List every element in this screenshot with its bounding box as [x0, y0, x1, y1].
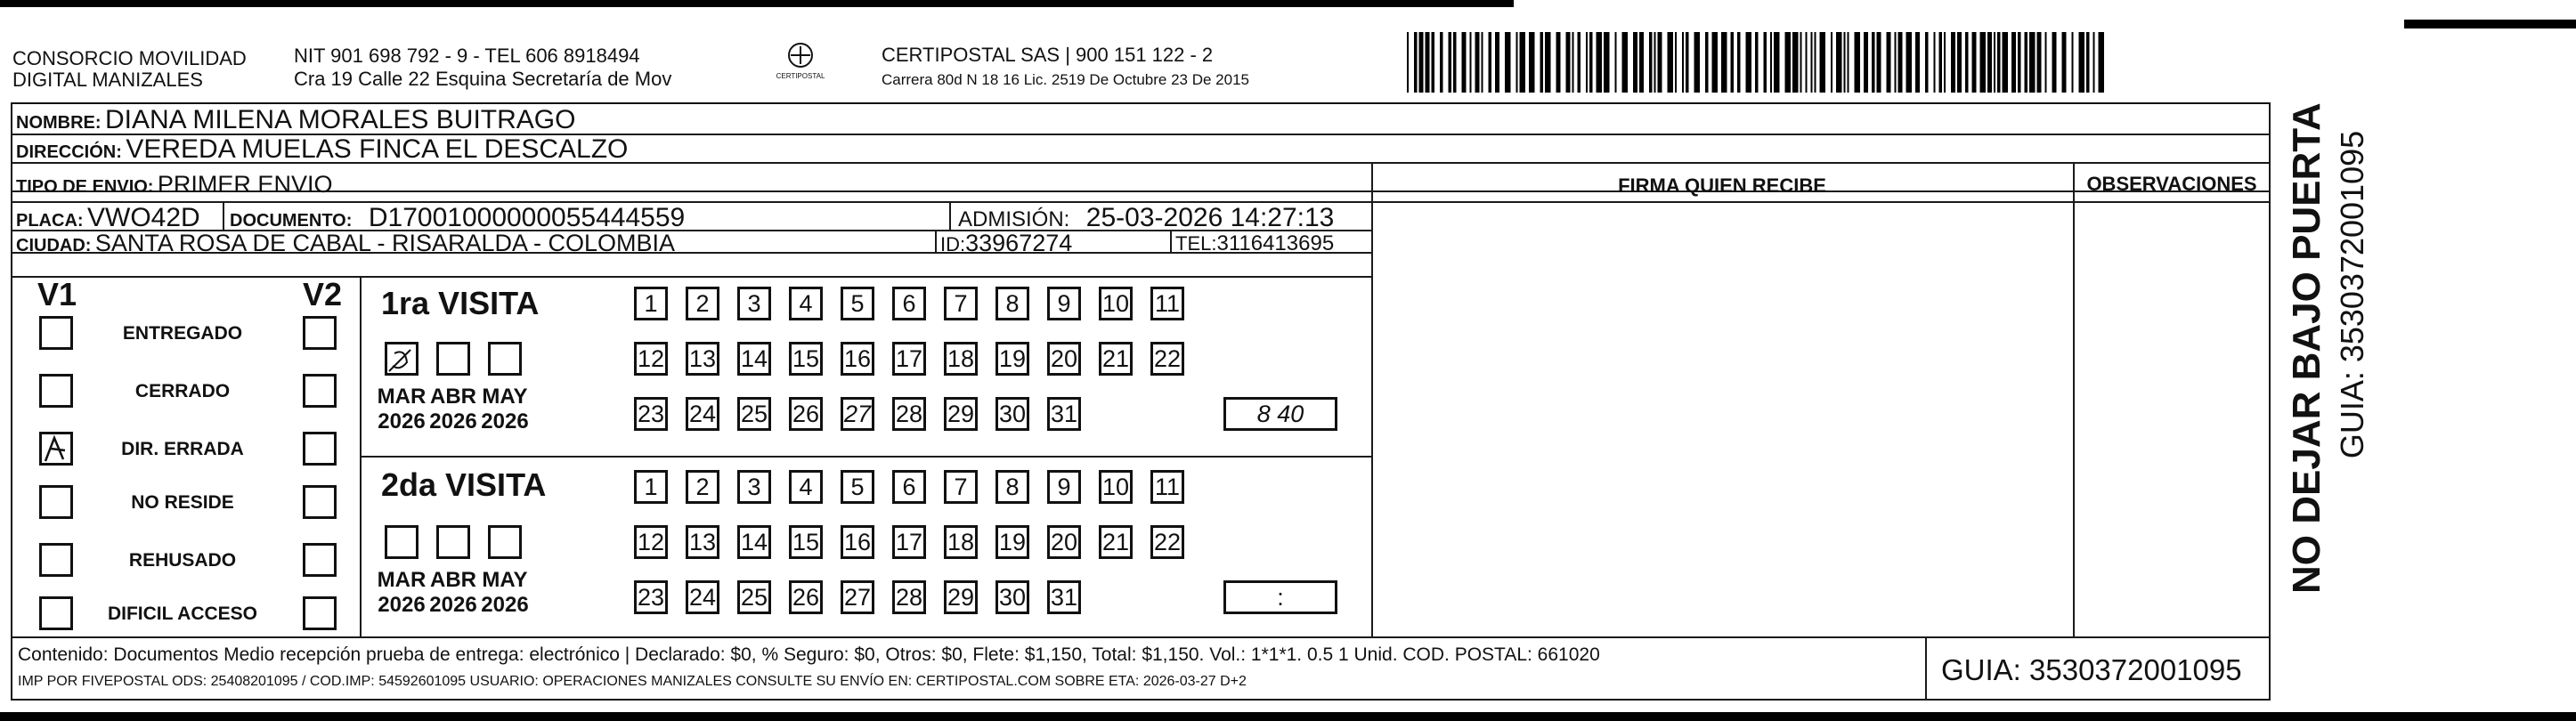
day-box[interactable]: 23 [634, 580, 668, 614]
barcode-bar [1898, 32, 1903, 93]
contenido-text: Contenido: Documentos Medio recepción prueba de entrega: electrónico | Declarado: $0, % Seguro: $0, Otros: $0, Flete: $1,150, Total: $1,150. Vol.: 1*1*1. 0.5 1 Unid. COD. POSTAL: 661020 [18, 644, 1600, 665]
barcode-bar [1654, 32, 1656, 93]
day-box[interactable]: 5 [841, 470, 874, 504]
barcode-bar [1578, 32, 1581, 93]
barcode-bar [1470, 32, 1472, 93]
barcode-bar [1836, 32, 1842, 93]
barcode-bar [1540, 32, 1544, 93]
month-checkbox[interactable] [436, 342, 470, 376]
barcode-bar [1529, 32, 1535, 93]
status-label: DIR. ERRADA [121, 439, 244, 459]
barcode-bar [2025, 32, 2028, 93]
status-label: DIFICIL ACCESO [107, 604, 257, 624]
barcode-bar [1597, 32, 1603, 93]
barcode-bar [1489, 32, 1492, 93]
barcode-bar [1925, 32, 1929, 93]
barcode-bar [1675, 32, 1677, 93]
barcode-bar [1848, 32, 1849, 93]
barcode-bar [1957, 32, 1962, 93]
v1-label: V1 [37, 276, 77, 312]
barcode-bar [1755, 32, 1759, 93]
day-box[interactable]: 19 [995, 525, 1029, 559]
barcode-bar [2018, 32, 2021, 93]
barcode-bar [1545, 32, 1551, 93]
day-box[interactable]: 13 [686, 525, 719, 559]
barcode-bar [1712, 32, 1719, 93]
day-box[interactable]: 31 [1047, 580, 1081, 614]
day-box[interactable]: 27 [841, 580, 874, 614]
day-box[interactable]: 4 [789, 287, 823, 320]
barcode [1407, 32, 2110, 93]
observations-area[interactable] [2075, 203, 2267, 635]
side-guia: GUIA: 3530372001095 [2334, 130, 2370, 459]
frame-top [11, 102, 2271, 104]
month-checkbox[interactable] [488, 525, 522, 559]
day-box[interactable]: 28 [892, 580, 926, 614]
v1-checkbox[interactable] [39, 485, 73, 519]
signature-area[interactable] [1373, 203, 2071, 635]
barcode-bar [1705, 32, 1709, 93]
day-box[interactable]: 25 [737, 397, 771, 431]
day-box[interactable]: 25 [737, 580, 771, 614]
day-box[interactable]: 28 [892, 397, 926, 431]
barcode-bar [2072, 32, 2074, 93]
barcode-bar [1505, 32, 1511, 93]
v2-label: V2 [303, 276, 343, 312]
day-box[interactable]: 12 [634, 525, 668, 559]
barcode-bar [1806, 32, 1808, 93]
barcode-bar [1520, 32, 1526, 93]
company-info: NIT 901 698 792 - 9 - TEL 606 8918494 Cra 19 Calle 22 Esquina Secretaría de Mov [294, 45, 672, 90]
day-box[interactable]: 9 [1047, 470, 1081, 504]
barcode-bar [1649, 32, 1653, 93]
barcode-bar [1586, 32, 1588, 93]
scan-edge-bottom [0, 712, 2576, 721]
barcode-bar [1792, 32, 1799, 93]
barcode-bar [1589, 32, 1593, 93]
barcode-bar [1449, 32, 1452, 93]
barcode-bar [1811, 32, 1813, 93]
day-box[interactable]: 29 [944, 397, 978, 431]
barcode-bar [1800, 32, 1802, 93]
barcode-bar [1855, 32, 1861, 93]
barcode-bar [1556, 32, 1561, 93]
barcode-bar [1453, 32, 1457, 93]
barcode-bar [1939, 32, 1943, 93]
barcode-bar [1994, 32, 1995, 93]
day-box[interactable]: 21 [1099, 525, 1133, 559]
barcode-bar [2062, 32, 2067, 93]
day-box[interactable]: 11 [1150, 287, 1184, 320]
id-field: ID:33967274 [940, 230, 1073, 256]
carrier-info: CERTIPOSTAL SAS | 900 151 122 - 2 Carrera 80d N 18 16 Lic. 2519 De Octubre 23 De 2015 [882, 44, 1249, 88]
barcode-bar [1622, 32, 1629, 93]
company-name: CONSORCIO MOVILIDAD DIGITAL MANIZALES [12, 47, 247, 91]
barcode-bar [2086, 32, 2090, 93]
day-box[interactable]: 26 [789, 397, 823, 431]
barcode-bar [1633, 32, 1637, 93]
day-box[interactable]: 6 [892, 287, 926, 320]
tel-field: TEL:3116413695 [1175, 231, 1335, 255]
day-box[interactable]: 20 [1047, 342, 1081, 376]
barcode-bar [2052, 32, 2057, 93]
day-box[interactable]: 22 [1150, 525, 1184, 559]
day-box[interactable]: 2 [686, 470, 719, 504]
barcode-bar [1516, 32, 1518, 93]
barcode-bar [2003, 32, 2009, 93]
barcode-bar [1482, 32, 1483, 93]
day-box[interactable]: 3 [737, 470, 771, 504]
day-box[interactable]: 5 [841, 287, 874, 320]
day-box[interactable]: 10 [1099, 470, 1133, 504]
v1-checkbox[interactable] [39, 316, 73, 350]
barcode-bar [1951, 32, 1955, 93]
v1-checkbox[interactable] [39, 374, 73, 408]
barcode-bar [1770, 32, 1772, 93]
status-label: REHUSADO [128, 550, 237, 571]
day-box[interactable]: 18 [944, 525, 978, 559]
barcode-bar [1877, 32, 1881, 93]
day-box[interactable]: 20 [1047, 525, 1081, 559]
second-visit-title: 2da VISITA [381, 466, 547, 503]
direccion-row: DIRECCIÓN: VEREDA MUELAS FINCA EL DESCALZO [16, 134, 629, 164]
barcode-bar [1980, 32, 1987, 93]
barcode-bar [1414, 32, 1418, 93]
barcode-bar [1566, 32, 1571, 93]
day-box[interactable]: 24 [686, 580, 719, 614]
day-box[interactable]: 15 [789, 342, 823, 376]
day-box[interactable]: 12 [634, 342, 668, 376]
month-label: MAY 2026 [481, 568, 529, 617]
imp-text: IMP POR FIVEPOSTAL ODS: 25408201095 / COD.IMP: 54592601095 USUARIO: OPERACIONES MANIZALES CONSULTE SU ENVÍO EN: CERTIPOSTAL.COM SOBRE ETA: 2026-03-27 D+2 [18, 674, 1247, 689]
barcode-bar [1658, 32, 1662, 93]
barcode-bar [1440, 32, 1443, 93]
certipostal-logo [769, 41, 832, 85]
day-box[interactable]: 13 [686, 342, 719, 376]
month-label: ABR 2026 [429, 385, 477, 433]
barcode-bar [1831, 32, 1832, 93]
day-box[interactable]: 4 [789, 470, 823, 504]
day-box[interactable]: 24 [686, 397, 719, 431]
observaciones-header: OBSERVACIONES [2086, 173, 2257, 195]
barcode-bar [1419, 32, 1424, 93]
v2-checkbox[interactable] [303, 485, 337, 519]
barcode-bar [2011, 32, 2016, 93]
day-box[interactable]: 1 [634, 287, 668, 320]
barcode-bar [1746, 32, 1752, 93]
barcode-bar [2045, 32, 2047, 93]
barcode-bar [1887, 32, 1891, 93]
day-box[interactable]: 16 [841, 525, 874, 559]
barcode-bar [1495, 32, 1499, 93]
day-box[interactable]: 11 [1150, 470, 1184, 504]
day-box[interactable]: 26 [789, 580, 823, 614]
day-box[interactable]: 8 [995, 470, 1029, 504]
barcode-bar [1820, 32, 1826, 93]
day-box[interactable]: 8 [995, 287, 1029, 320]
month-checkbox[interactable] [385, 525, 418, 559]
barcode-bar [1731, 32, 1735, 93]
v1-checkbox[interactable] [39, 432, 73, 466]
barcode-bar [1682, 32, 1684, 93]
barcode-bar [1694, 32, 1701, 93]
barcode-bar [1668, 32, 1674, 93]
v2-checkbox[interactable] [303, 432, 337, 466]
side-warning: NO DEJAR BAJO PUERTA [2285, 102, 2328, 594]
barcode-bar [1721, 32, 1727, 93]
day-box[interactable]: 3 [737, 287, 771, 320]
barcode-bar [1872, 32, 1875, 93]
day-box[interactable]: 18 [944, 342, 978, 376]
month-label: MAY 2026 [481, 385, 529, 433]
month-checkbox[interactable] [385, 342, 418, 376]
day-box[interactable]: 30 [995, 397, 1029, 431]
ciudad-field: CIUDAD: SANTA ROSA DE CABAL - RISARALDA - COLOMBIA [16, 230, 676, 256]
tipo-envio-row: TIPO DE ENVIO: PRIMER ENVIO [16, 171, 333, 198]
admision-field: ADMISIÓN: 25-03-2026 14:27:13 [958, 203, 1335, 232]
time-box[interactable]: 8 40 [1223, 397, 1337, 431]
day-box[interactable]: 9 [1047, 287, 1081, 320]
footer-guia: GUIA: 3530372001095 [1941, 653, 2242, 686]
day-box[interactable]: 15 [789, 525, 823, 559]
v2-checkbox[interactable] [303, 374, 337, 408]
placa-field: PLACA: VWO42D [16, 203, 200, 232]
scan-edge-top [0, 0, 1514, 7]
barcode-bar [1815, 32, 1816, 93]
day-box[interactable]: 31 [1047, 397, 1081, 431]
barcode-bar [1774, 32, 1780, 93]
v2-checkbox[interactable] [303, 596, 337, 630]
barcode-bar [1764, 32, 1767, 93]
barcode-bar [1462, 32, 1467, 93]
barcode-bar [1407, 32, 1409, 93]
barcode-bar [1895, 32, 1897, 93]
barcode-bar [1432, 32, 1435, 93]
month-checkbox[interactable] [488, 342, 522, 376]
firma-header: FIRMA QUIEN RECIBE [1618, 174, 1826, 197]
barcode-bar [1686, 32, 1689, 93]
month-label: ABR 2026 [429, 568, 477, 617]
barcode-bar [1475, 32, 1480, 93]
day-box[interactable]: 27 [841, 397, 874, 431]
status-label: CERRADO [134, 381, 231, 401]
barcode-bar [1426, 32, 1430, 93]
month-checkbox[interactable] [436, 525, 470, 559]
first-visit-title: 1ra VISITA [381, 285, 540, 321]
day-box[interactable]: 19 [995, 342, 1029, 376]
documento-field: DOCUMENTO: D17001000000055444559 [230, 203, 686, 232]
barcode-bar [1987, 32, 1992, 93]
day-box[interactable]: 7 [944, 287, 978, 320]
barcode-bar [1972, 32, 1977, 93]
barcode-bar [1997, 32, 2001, 93]
v2-checkbox[interactable] [303, 316, 337, 350]
day-box[interactable]: 22 [1150, 342, 1184, 376]
barcode-bar [1737, 32, 1741, 93]
barcode-bar [1844, 32, 1846, 93]
v1-checkbox[interactable] [39, 543, 73, 577]
barcode-bar [2037, 32, 2042, 93]
month-label: MAR 2026 [377, 385, 427, 433]
status-label: NO RESIDE [131, 492, 234, 513]
barcode-bar [1965, 32, 1969, 93]
barcode-bar [1615, 32, 1617, 93]
day-box[interactable]: 14 [737, 525, 771, 559]
barcode-bar [1906, 32, 1913, 93]
time-box[interactable]: : [1223, 580, 1337, 614]
day-box[interactable]: 23 [634, 397, 668, 431]
barcode-bar [1934, 32, 1936, 93]
day-box[interactable]: 10 [1099, 287, 1133, 320]
day-box[interactable]: 1 [634, 470, 668, 504]
barcode-bar [2029, 32, 2036, 93]
day-box[interactable]: 21 [1099, 342, 1133, 376]
svg-text:CERTIPOSTAL: CERTIPOSTAL [776, 72, 825, 80]
barcode-bar [1604, 32, 1610, 93]
barcode-bar [2093, 32, 2095, 93]
barcode-bar [1785, 32, 1792, 93]
day-box[interactable]: 29 [944, 580, 978, 614]
barcode-bar [1572, 32, 1574, 93]
day-box[interactable]: 14 [737, 342, 771, 376]
barcode-bar [1639, 32, 1644, 93]
day-box[interactable]: 17 [892, 342, 926, 376]
v2-checkbox[interactable] [303, 543, 337, 577]
status-label: ENTREGADO [122, 323, 243, 344]
month-label: MAR 2026 [377, 568, 427, 617]
day-box[interactable]: 30 [995, 580, 1029, 614]
barcode-bar [2099, 32, 2105, 93]
scan-edge-right [2404, 20, 2576, 28]
nombre-row: NOMBRE: DIANA MILENA MORALES BUITRAGO [16, 105, 576, 134]
v1-checkbox[interactable] [39, 596, 73, 630]
day-box[interactable]: 2 [686, 287, 719, 320]
barcode-bar [2079, 32, 2085, 93]
day-box[interactable]: 16 [841, 342, 874, 376]
barcode-bar [1864, 32, 1868, 93]
day-box[interactable]: 17 [892, 525, 926, 559]
barcode-bar [1915, 32, 1920, 93]
barcode-bar [1944, 32, 1946, 93]
day-box[interactable]: 6 [892, 470, 926, 504]
day-box[interactable]: 7 [944, 470, 978, 504]
